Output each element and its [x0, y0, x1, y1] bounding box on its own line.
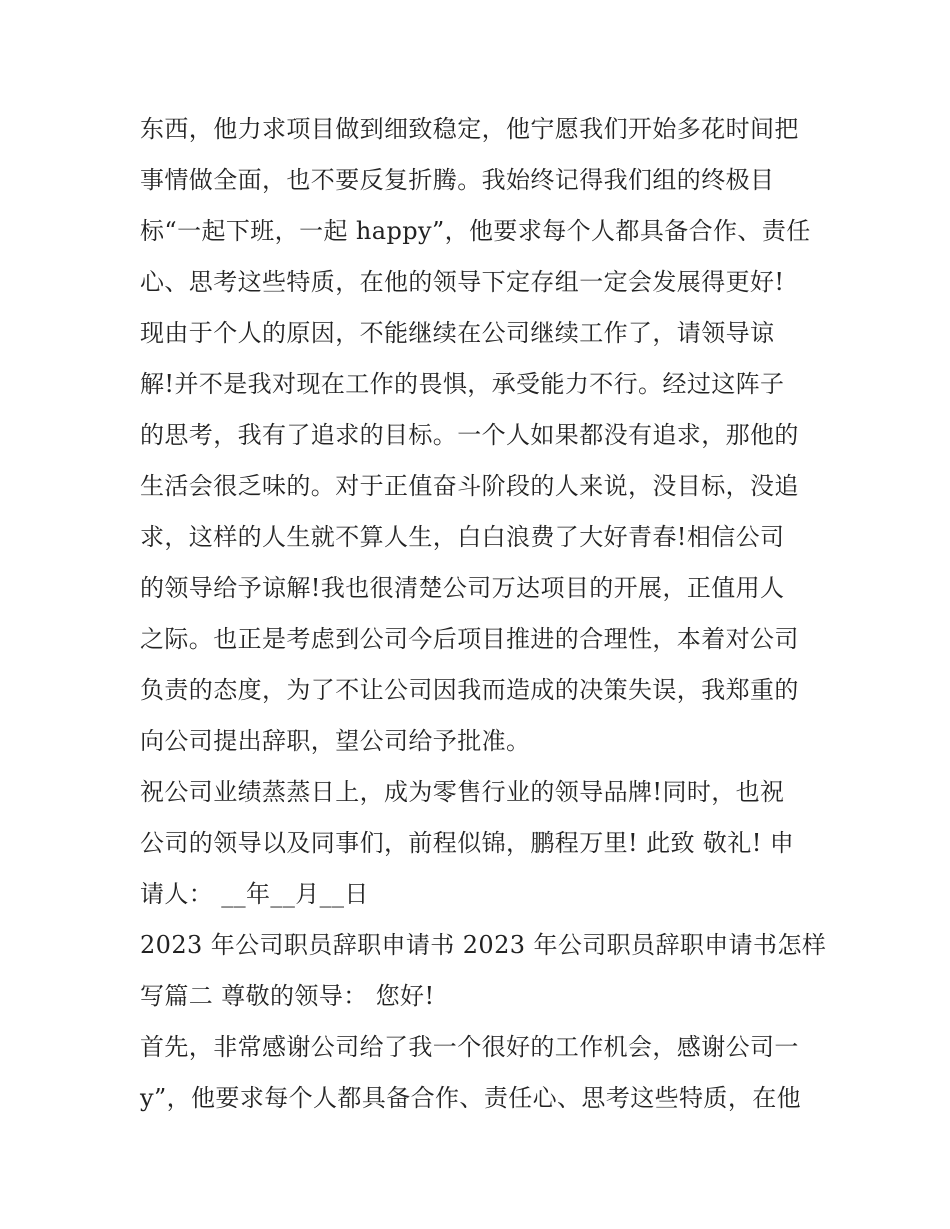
text-line: 生活会很乏味的。对于正值奋斗阶段的人来说，没目标，没追 — [140, 472, 799, 500]
text-line: 祝公司业绩蒸蒸日上，成为零售行业的领导品牌!同时，也祝 — [140, 778, 785, 806]
text-line: 负责的态度，为了不让公司因我而造成的决策失误，我郑重的 — [140, 676, 799, 704]
text-line: 心、思考这些特质，在他的领导下定存组一定会发展得更好! — [140, 268, 785, 296]
text-line: 2023 年公司职员辞职申请书 2023 年公司职员辞职申请书怎样 — [140, 931, 827, 959]
text-line: 标“一起下班，一起 happy”，他要求每个人都具备合作、责任 — [140, 217, 811, 245]
text-line: 写篇二 尊敬的领导： 您好! — [140, 982, 435, 1010]
text-line: 现由于个人的原因，不能继续在公司继续工作了，请领导谅 — [140, 319, 775, 347]
text-line: 首先，非常感谢公司给了我一个很好的工作机会，感谢公司一 — [140, 1033, 799, 1061]
text-line: 之际。也正是考虑到公司今后项目推进的合理性，本着对公司 — [140, 625, 799, 653]
text-line: 事情做全面，也不要反复折腾。我始终记得我们组的终极目 — [140, 166, 775, 194]
text-line: 向公司提出辞职，望公司给予批准。 — [140, 727, 531, 755]
text-line: 求，这样的人生就不算人生，白白浪费了大好青春!相信公司 — [140, 523, 785, 551]
text-line: 请人： __年__月__日 — [140, 880, 369, 908]
text-line: 公司的领导以及同事们，前程似锦，鹏程万里! 此致 敬礼! 申 — [140, 829, 795, 857]
text-line: y”，他要求每个人都具备合作、责任心、思考这些特质，在他 — [140, 1084, 802, 1112]
text-line: 的领导给予谅解!我也很清楚公司万达项目的开展，正值用人 — [140, 574, 785, 602]
text-line: 的思考，我有了追求的目标。一个人如果都没有追求，那他的 — [140, 421, 799, 449]
document-body — [140, 104, 827, 1124]
text-line: 东西，他力求项目做到细致稳定，他宁愿我们开始多花时间把 — [140, 115, 799, 143]
text-line: 解!并不是我对现在工作的畏惧，承受能力不行。经过这阵子 — [140, 370, 785, 398]
